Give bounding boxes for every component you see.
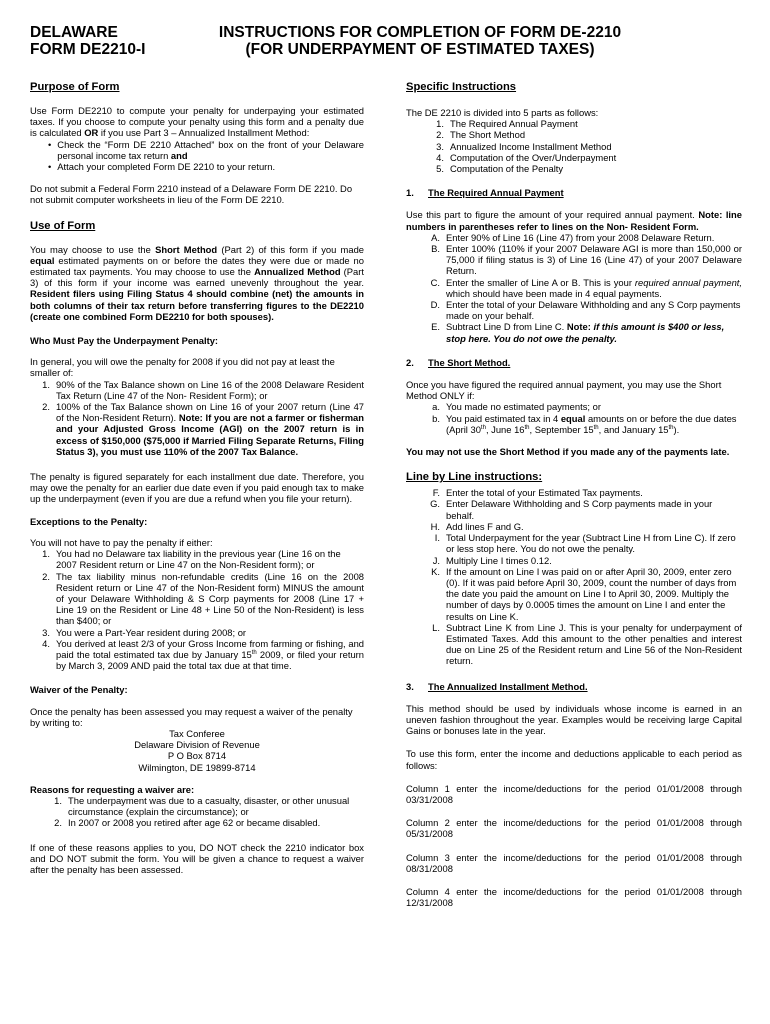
list-item: 4. You derived at least 2/3 of your Gross Income from farming or fishing, and paid the total estimated tax due by January 15th 2009, or filed your return by March 3, 2009 AND paid the total tax due at that time.	[42, 637, 365, 672]
part-item: 4. Computation of the Over/Underpayment	[436, 151, 617, 163]
address-line: Wilmington, DE 19899-8714	[138, 761, 256, 773]
section-3-heading: 3. The Annualized Installment Method.	[406, 680, 588, 692]
purpose-note: Do not submit a Federal Form 2210 instead of a Delaware Form DE 2210. Do not submit computer worksheets in lieu of the Form DE 2210.	[30, 183, 353, 206]
column-1-instruction: Column 1 enter the income/deductions for the period 01/01/2008 through 03/31/2008	[406, 782, 742, 805]
column-3-instruction: Column 3 enter the income/deductions for the period 01/01/2008 through 08/31/2008	[406, 851, 742, 874]
list-item: 1. You had no Delaware tax liability in the previous year (Line 16 on the 2007 Resident return or Line 47 on the Non-Resident form); or	[42, 548, 341, 571]
list-item: 2. The tax liability minus non-refundable credits (Line 16 on the 2008 Resident return or Line 47 of the Non-Resident form) MINUS the amount of your Delaware Withholding & S Corp payments for 2008 (Line 17 + Line 19 on the Resident or Line 48 + Line 50 of the Non-Resident) is less than $400; or	[42, 570, 364, 627]
list-item: K. If the amount on Line I was paid on or after April 30, 2009, enter zero (0). If it was paid before April 30, 2009, count the number of days from the date you paid the amount on Line I to April 30, 2009. Multiply the number of days by 0.0005 times the amount on Line I and enter the results on Line K.	[431, 565, 737, 622]
purpose-heading: Purpose of Form	[30, 81, 120, 93]
part-item: 1. The Required Annual Payment	[436, 118, 578, 130]
section-2-intro: Once you have figured the required annual payment, you may use the Short Method ONLY if:	[406, 379, 722, 402]
list-item: b. You paid estimated tax in 4 equal amounts on or before the due dates (April 30th, June 16th, September 15th, and January 15th).	[432, 412, 737, 435]
list-item: A. Enter 90% of Line 16 (Line 47) from your 2008 Delaware Return.	[431, 231, 715, 243]
list-item: D. Enter the total of your Delaware Withholding and any S Corp payments made on your behalf.	[430, 299, 741, 322]
list-item: • Attach your completed Form DE 2210 to your return.	[48, 161, 276, 173]
title-line-1: INSTRUCTIONS FOR COMPLETION OF FORM DE-2210	[218, 24, 622, 41]
right-column	[406, 81, 742, 919]
line-by-line-list	[406, 487, 742, 666]
specific-intro: The DE 2210 is divided into 5 parts as follows:	[406, 107, 599, 118]
list-item: J. Multiply Line I times 0.12.	[432, 554, 552, 566]
specific-heading: Specific Instructions	[406, 81, 517, 93]
list-item: C. Enter the smaller of Line A or B. This is your required annual payment, which should have been made in 4 equal payments.	[430, 276, 742, 299]
address-line: Tax Conferee	[169, 727, 225, 739]
column-2-instruction: Column 2 enter the income/deductions for the period 01/01/2008 through 05/31/2008	[406, 817, 742, 840]
section-1-intro: Use this part to figure the amount of your required annual payment. Note: line numbers in parentheses refer to lines on the Non- Resident Form.	[406, 209, 742, 232]
list-item: a. You made no estimated payments; or	[432, 401, 601, 413]
purpose-intro: Use Form DE2210 to compute your penalty for underpaying your estimated taxes. If you choose to compute your penalty using this form and a penalty due is calculated OR if you use Part 3 – Annualized Installment Method:	[30, 105, 364, 139]
left-column	[30, 81, 364, 886]
column-4-instruction: Column 4 enter the income/deductions for the period 01/01/2008 through 12/31/2008	[406, 885, 742, 909]
title-line-2: (FOR UNDERPAYMENT OF ESTIMATED TAXES)	[245, 41, 595, 58]
list-item: 1. The underpayment was due to a casualty, disaster, or other unusual circumstance (explain the circumstance); or	[54, 794, 350, 818]
part-item: 5. Computation of the Penalty	[436, 163, 564, 175]
exceptions-list	[30, 548, 364, 671]
purpose-bullets	[30, 139, 364, 173]
part-item: 3. Annualized Income Installment Method	[436, 140, 612, 152]
list-item: 1. 90% of the Tax Balance shown on Line 16 of the 2008 Delaware Resident Tax Return (Line 47 of the Non- Resident Form); or	[42, 378, 364, 401]
reasons-heading: Reasons for requesting a waiver are:	[30, 783, 195, 795]
list-item: G. Enter Delaware Withholding and S Corp payments made in your behalf.	[430, 498, 713, 521]
list-item: L. Subtract Line K from Line J. This is your penalty for underpayment of Estimated Taxes. Add this amount to the other penalties and interest due on Line 25 of the Resident return and Line 56 of the Non-Resident return.	[432, 621, 742, 667]
who-intro: In general, you will owe the penalty for 2008 if you did not pay at least the smaller of:	[30, 356, 335, 379]
section-1-heading: 1. The Required Annual Payment	[406, 187, 564, 199]
waiver-address	[30, 728, 364, 773]
list-item: E. Subtract Line D from Line C. Note: if this amount is $400 or less, stop here. You do not owe the penalty.	[431, 321, 725, 344]
reasons-list	[30, 795, 364, 829]
waiver-heading: Waiver of the Penalty:	[30, 684, 128, 696]
form-number: FORM DE2210-I	[30, 41, 146, 58]
parts-list	[406, 118, 742, 174]
use-text: You may choose to use the Short Method (Part 2) of this form if you made equal estimated payments on or before the dates they were due or made no estimated tax payments. You may choose to use the Annualized Method (Part 3) of this form if your income was earned unevenly throughout the year. Resident filers using Filing Status 4 should combine (net) the amounts in both columns of their tax return before transferring figures to the DE2210 (create one combined Form DE2210 for both spouses).	[30, 243, 364, 322]
section-1-lines	[406, 232, 742, 344]
list-item: 2. In 2007 or 2008 you retired after age 62 or became disabled.	[54, 817, 321, 829]
use-heading: Use of Form	[30, 219, 96, 232]
list-item: • Check the “Form DE 2210 Attached” box on the front of your Delaware personal income tax return and	[48, 138, 364, 161]
address-line: P O Box 8714	[167, 750, 227, 762]
section-3-p1: This method should be used by individuals whose income is earned in an uneven fashion throughout the year. Examples would be receiving large Capital Gains or bonuses late in the year.	[406, 702, 742, 737]
state-name: DELAWARE	[30, 24, 118, 41]
who-separate: The penalty is figured separately for each installment due date. Therefore, you may owe the penalty for an earlier due date even if you paid enough tax to make up the underpayment (even if you are due a refund when you file your return).	[30, 471, 364, 505]
reasons-closing: If one of these reasons applies to you, DO NOT check the 2210 indicator box and DO NOT submit the form. You will be given a chance to request a waiver after the penalty has been assessed.	[30, 841, 364, 875]
list-item: I. Total Underpayment for the year (Subtract Line H from Line C). If zero or less stop here. You do not owe the penalty.	[434, 532, 736, 555]
waiver-intro: Once the penalty has been assessed you may request a waiver of the penalty by writing to:	[30, 705, 353, 728]
list-item: B. Enter 100% (110% if your 2007 Delaware AGI is more than 150,000 or 75,000 if filing status is 3) of Line 16 (Line 47) of your 2007 Delaware Return.	[431, 243, 742, 277]
list-item: H. Add lines F and G.	[430, 520, 524, 532]
section-2-heading: 2. The Short Method.	[406, 356, 511, 368]
section-2-conditions	[406, 401, 742, 435]
address-line: Delaware Division of Revenue	[134, 739, 260, 751]
list-item: F. Enter the total of your Estimated Tax payments.	[432, 487, 643, 499]
exceptions-intro: You will not have to pay the penalty if either:	[30, 536, 213, 548]
document-title	[0, 24, 770, 58]
section-2-warning: You may not use the Short Method if you made any of the payments late.	[406, 446, 730, 458]
who-list	[30, 379, 364, 457]
part-item: 2. The Short Method	[436, 129, 526, 141]
list-item: 2. 100% of the Tax Balance shown on Line 16 of your 2007 return (Line 47 of the Non-Resident Return). Note: If you are not a farmer or fisherman and your Adjusted Gross Income (AGI) on the 2007 return is in excess of $150,000 ($75,000 if Married Filing Separate Returns, Filing Status 3), you must use 110% of the 2007 Tax Balance.	[42, 401, 364, 457]
list-item: 3. You were a Part-Year resident during 2008; or	[42, 626, 247, 638]
who-heading: Who Must Pay the Underpayment Penalty:	[30, 335, 219, 347]
exceptions-heading: Exceptions to the Penalty:	[30, 515, 148, 527]
line-by-line-heading: Line by Line instructions:	[406, 471, 543, 484]
section-3-p2: To use this form, enter the income and deductions applicable to each period as follows:	[406, 748, 742, 771]
